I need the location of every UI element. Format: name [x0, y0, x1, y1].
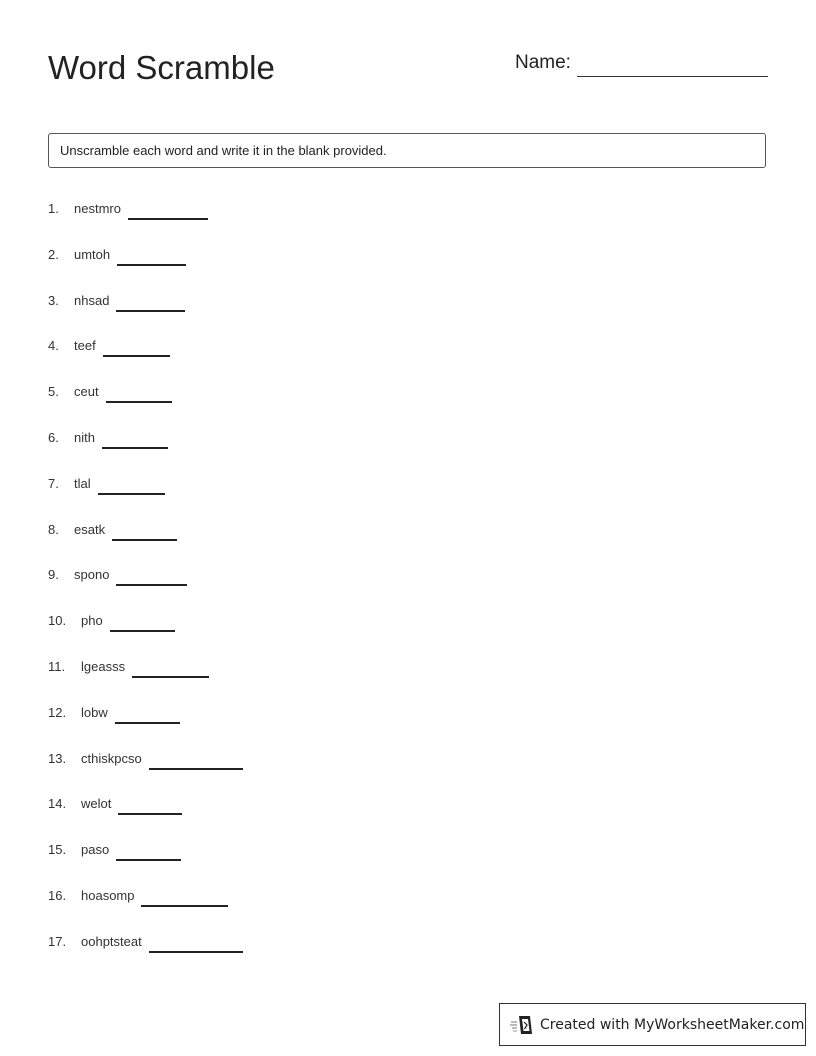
item-number: 9. [48, 567, 59, 583]
answer-blank[interactable] [149, 768, 243, 770]
list-item [48, 721, 243, 767]
list-item [48, 354, 243, 400]
scrambled-word: nhsad [74, 292, 110, 308]
item-number: 5. [48, 384, 59, 400]
footer-badge[interactable] [499, 1003, 806, 1046]
answer-blank[interactable] [116, 859, 181, 861]
scrambled-word: tlal [74, 475, 91, 491]
list-item [48, 812, 243, 858]
list-item [48, 675, 243, 721]
answer-blank[interactable] [102, 447, 168, 449]
scrambled-word: oohptsteat [81, 933, 142, 949]
answer-blank[interactable] [118, 813, 182, 815]
item-number: 16. [48, 887, 67, 903]
scrambled-word: lobw [81, 704, 108, 720]
footer-text: Created with MyWorksheetMaker.com [540, 1016, 805, 1033]
page-title: Word Scramble [48, 49, 275, 86]
scrambled-word: nith [74, 429, 95, 445]
item-number: 17. [48, 933, 67, 949]
scrambled-word: lgeasss [81, 658, 126, 674]
item-number: 6. [48, 429, 59, 445]
item-number: 7. [48, 475, 59, 491]
name-field [515, 52, 768, 74]
scrambled-word: ceut [74, 384, 99, 400]
item-number: 13. [48, 750, 67, 766]
item-number: 15. [48, 842, 67, 858]
scramble-list [48, 195, 243, 950]
list-item [48, 583, 243, 629]
scrambled-word: paso [81, 842, 110, 858]
instructions-box [48, 133, 766, 168]
scrambled-word: spono [74, 567, 110, 583]
scrambled-word: pho [81, 613, 103, 629]
answer-blank[interactable] [116, 310, 185, 312]
answer-blank[interactable] [141, 905, 228, 907]
scrambled-word: nestmro [74, 201, 121, 216]
item-number: 14. [48, 796, 67, 812]
scrambled-word: hoasomp [81, 887, 135, 903]
item-number: 2. [48, 246, 59, 262]
item-number: 8. [48, 521, 59, 537]
item-number: 1. [48, 201, 59, 216]
list-item [48, 538, 243, 584]
list-item [48, 904, 243, 950]
answer-blank[interactable] [149, 951, 243, 953]
item-number: 12. [48, 704, 67, 720]
list-item [48, 858, 243, 904]
list-item [48, 263, 243, 309]
list-item [48, 767, 243, 813]
answer-blank[interactable] [106, 401, 172, 403]
worksheet-maker-logo-icon [510, 1014, 534, 1036]
answer-blank[interactable] [110, 630, 175, 632]
answer-blank[interactable] [98, 493, 165, 495]
name-blank[interactable] [577, 76, 768, 77]
scrambled-word: welot [81, 796, 112, 812]
list-item [48, 492, 243, 538]
list-item [48, 309, 243, 355]
list-item [48, 400, 243, 446]
answer-blank[interactable] [116, 584, 187, 586]
list-item [48, 217, 243, 263]
name-label: Name: [515, 52, 571, 73]
scrambled-word: esatk [74, 521, 106, 537]
list-item [48, 195, 243, 217]
item-number: 3. [48, 292, 59, 308]
answer-blank[interactable] [112, 539, 177, 541]
list-item [48, 446, 243, 492]
scrambled-word: cthiskpcso [81, 750, 142, 766]
answer-blank[interactable] [115, 722, 180, 724]
answer-blank[interactable] [103, 355, 170, 357]
answer-blank[interactable] [128, 218, 208, 220]
item-number: 4. [48, 338, 59, 354]
item-number: 11. [48, 658, 66, 674]
answer-blank[interactable] [132, 676, 209, 678]
scrambled-word: teef [74, 338, 96, 354]
scrambled-word: umtoh [74, 246, 111, 262]
instructions-text: Unscramble each word and write it in the blank provided. [60, 143, 387, 158]
list-item [48, 629, 243, 675]
item-number: 10. [48, 613, 67, 629]
answer-blank[interactable] [117, 264, 186, 266]
